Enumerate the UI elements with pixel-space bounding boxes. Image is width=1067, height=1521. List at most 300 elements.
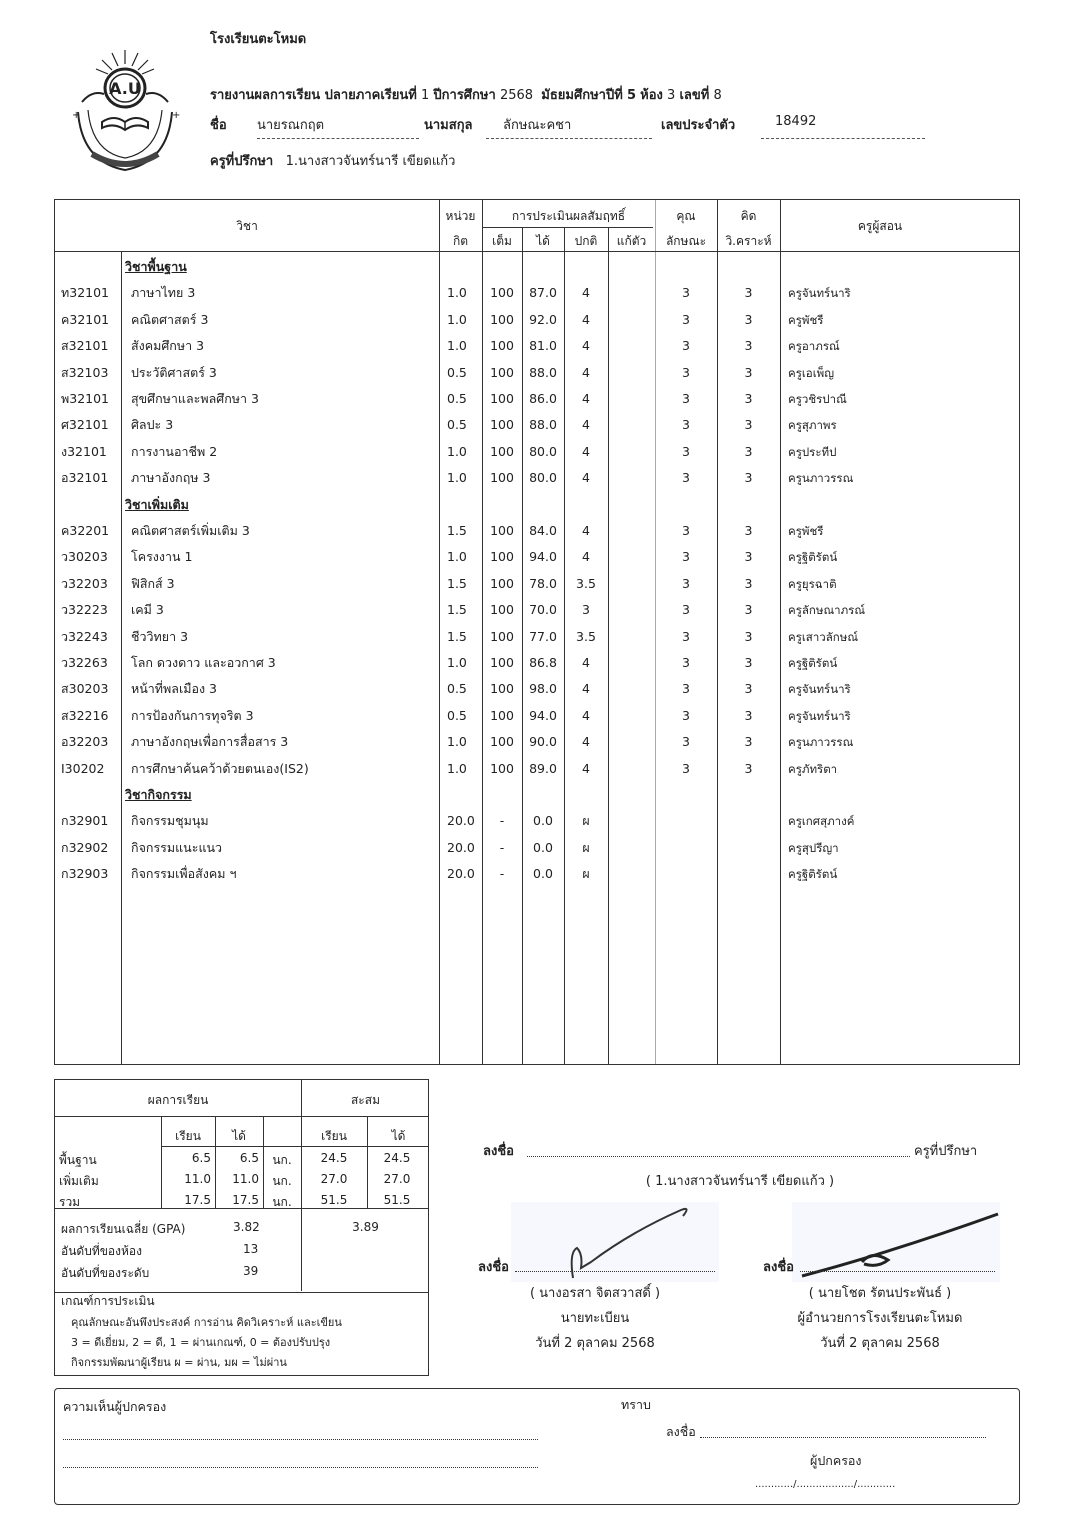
- header-got: ได้: [536, 234, 550, 248]
- cell-char: [655, 835, 717, 861]
- header-subject: วิชา: [236, 219, 258, 233]
- parent-opinion-label: ความเห็นผู้ปกครอง: [63, 1399, 167, 1414]
- summary-unit: นก.: [272, 1195, 292, 1209]
- cell-teacher: ครูประทีป: [788, 444, 837, 459]
- summary-acc_got: 27.0: [383, 1172, 411, 1186]
- cell-credit: 1.0: [447, 655, 467, 670]
- cell-credit: 20.0: [447, 839, 475, 855]
- cell-name: ภาษาอังกฤษ 3: [131, 470, 211, 486]
- advisor-sign-name: ( 1.นางสาวจันทร์นารี เขียดแก้ว ): [645, 1174, 835, 1189]
- summary-got: 6.5: [239, 1151, 259, 1165]
- cell-name: คณิตศาสตร์ 3: [131, 311, 209, 327]
- advisor-role: ครูที่ปรึกษา: [914, 1144, 978, 1159]
- director-date: วันที่ 2 ตุลาคม 2568: [820, 1336, 940, 1351]
- parent-opinion-line-2[interactable]: [63, 1467, 538, 1468]
- cell-code: ค32101: [61, 311, 110, 327]
- cell-code: ค32201: [61, 523, 110, 538]
- cell-name: โครงงาน 1: [131, 549, 193, 565]
- cell-name: ประวัติศาสตร์ 3: [131, 364, 217, 380]
- cell-name: กิจกรรมเพื่อสังคม ฯ: [131, 866, 237, 882]
- school-name: โรงเรียนตะโหมด: [210, 32, 307, 47]
- cell-char: 3: [682, 681, 690, 697]
- table-row: [55, 518, 1021, 544]
- cell-name: หน้าที่พลเมือง 3: [131, 681, 217, 697]
- cell-char: 3: [682, 391, 690, 406]
- director-sign-label: ลงชื่อ: [763, 1260, 794, 1275]
- cell-teacher: ครูภัทริตา: [788, 761, 838, 776]
- header-char-bottom: ลักษณะ: [665, 234, 707, 248]
- table-row: [55, 465, 1021, 491]
- cell-think: 3: [744, 311, 753, 327]
- cell-remedial: [608, 333, 655, 359]
- cell-credit: 1.0: [447, 470, 467, 486]
- cell-got: 86.0: [529, 391, 557, 406]
- cell-full: 100: [490, 285, 514, 301]
- cell-full: 100: [490, 655, 514, 670]
- cell-full: 100: [490, 602, 514, 618]
- criteria-title: เกณฑ์การประเมิน: [61, 1294, 155, 1308]
- cell-got: 80.0: [529, 443, 557, 459]
- cell-name: การศึกษาค้นคว้าด้วยตนเอง(IS2): [131, 760, 309, 776]
- cell-got: 98.0: [529, 681, 557, 697]
- svg-text:+: +: [172, 110, 181, 121]
- cell-remedial: [608, 412, 655, 438]
- cell-got: 90.0: [529, 734, 557, 750]
- cell-normal: 3.5: [576, 575, 596, 591]
- cell-code: ก32902: [61, 839, 109, 855]
- summary-got: 11.0: [232, 1172, 259, 1186]
- cell-normal: 4: [582, 285, 590, 301]
- cell-think: [717, 835, 780, 861]
- parent-date-line[interactable]: ............/................../............: [755, 1479, 896, 1490]
- svg-text:A.U: A.U: [109, 79, 141, 98]
- cell-remedial: [608, 360, 655, 386]
- cell-normal: 4: [582, 391, 590, 406]
- summary-label: รวม: [59, 1195, 81, 1209]
- cell-full: 100: [490, 707, 514, 723]
- cell-credit: 1.0: [447, 760, 467, 776]
- criteria-line-2: 3 = ดีเยี่ยม, 2 = ดี, 1 = ผ่านเกณฑ์, 0 = ต้องปรับปรุง: [71, 1336, 331, 1349]
- table-row: [55, 280, 1021, 306]
- cell-code: ส32101: [61, 338, 109, 354]
- cell-credit: 1.5: [447, 628, 467, 644]
- group-header-row: [55, 492, 1021, 518]
- parent-sign-label: ลงชื่อ: [666, 1424, 696, 1439]
- cell-char: 3: [682, 443, 690, 459]
- summary-acc-study-label: เรียน: [321, 1129, 347, 1143]
- summary-results-label: ผลการเรียน: [147, 1093, 209, 1107]
- cell-full: 100: [490, 628, 514, 644]
- cell-code: ว32263: [61, 655, 108, 670]
- registrar-date: วันที่ 2 ตุลาคม 2568: [535, 1336, 655, 1351]
- table-row: [55, 808, 1021, 834]
- table-row: [55, 756, 1021, 782]
- director-name: ( นายโชต รัตนประพันธ์ ): [808, 1286, 952, 1301]
- name-label: ชื่อ: [210, 118, 227, 133]
- cell-got: 0.0: [533, 839, 553, 855]
- gpa-label: ผลการเรียนเฉลี่ย (GPA): [61, 1222, 186, 1236]
- cell-remedial: [608, 465, 655, 491]
- table-row: [55, 333, 1021, 359]
- cell-name: กิจกรรมชุมนุม: [131, 813, 209, 829]
- cell-think: 3: [744, 549, 753, 565]
- header-assessment: การประเมินผลสัมฤทธิ์: [511, 209, 626, 223]
- student-id-underline: [761, 138, 925, 139]
- cell-teacher: ครูยุรฉาติ: [788, 576, 837, 591]
- cell-normal: 3.5: [576, 628, 596, 644]
- cell-got: 80.0: [529, 470, 557, 486]
- cell-char: 3: [682, 338, 690, 354]
- cell-full: 100: [490, 338, 514, 354]
- director-signature-image: [792, 1202, 1000, 1282]
- student-surname: ลักษณะคชา: [503, 118, 572, 133]
- summary-accum-label: สะสม: [350, 1093, 380, 1107]
- semester: 1: [420, 88, 430, 103]
- registrar-name: ( นางอรสา จิตสวาสดิ์ ): [529, 1286, 661, 1301]
- school-emblem-icon: [62, 42, 188, 180]
- surname-underline: [486, 138, 652, 139]
- cell-code: ก32903: [61, 866, 109, 882]
- cell-got: 70.0: [529, 602, 557, 618]
- cell-think: 3: [744, 285, 753, 301]
- cell-remedial: [608, 386, 655, 412]
- cell-full: 100: [490, 470, 514, 486]
- svg-text:+: +: [72, 110, 81, 121]
- cell-teacher: ครูฐิติรัตน์: [788, 656, 838, 670]
- cell-got: 0.0: [533, 813, 553, 829]
- cell-code: ท32101: [61, 285, 110, 301]
- cell-normal: 4: [582, 443, 590, 459]
- header-remedial: แก้ตัว: [616, 234, 647, 248]
- header-normal: ปกติ: [574, 234, 598, 248]
- cell-code: อ32203: [61, 734, 109, 750]
- grade: 5: [626, 88, 636, 103]
- cell-credit: 20.0: [447, 813, 475, 829]
- cell-normal: 3: [582, 602, 590, 618]
- cell-char: 3: [682, 470, 690, 486]
- cell-think: 3: [744, 734, 753, 750]
- cell-code: ส30203: [61, 681, 109, 697]
- summary-acc_study: 27.0: [320, 1172, 348, 1186]
- cell-normal: 4: [582, 707, 590, 723]
- cell-remedial: [608, 835, 655, 861]
- cell-remedial: [608, 518, 655, 544]
- cell-code: I30202: [61, 760, 105, 776]
- cell-teacher: ครูจันทร์นาริ: [788, 286, 851, 301]
- cell-remedial: [608, 650, 655, 676]
- cell-think: 3: [744, 760, 753, 776]
- group-header-row: [55, 254, 1021, 280]
- summary-got-label: ได้: [232, 1129, 246, 1143]
- cell-got: 86.8: [529, 655, 557, 670]
- cell-teacher: ครูฐิติรัตน์: [788, 550, 838, 565]
- summary-got: 17.5: [232, 1193, 259, 1207]
- cell-think: 3: [744, 655, 753, 670]
- cell-got: 77.0: [529, 628, 557, 644]
- cell-name: สุขศึกษาและพลศึกษา 3: [131, 391, 259, 406]
- cell-credit: 0.5: [447, 417, 467, 433]
- cell-teacher: ครูสุภาพร: [788, 418, 837, 433]
- cell-got: 92.0: [529, 311, 557, 327]
- table-row: [55, 544, 1021, 570]
- registrar-role: นายทะเบียน: [560, 1311, 630, 1326]
- cell-credit: 1.5: [447, 523, 467, 538]
- cell-full: 100: [490, 391, 514, 406]
- table-row: [55, 360, 1021, 386]
- cell-name: คณิตศาสตร์เพิ่มเติม 3: [131, 523, 250, 538]
- cell-think: 3: [744, 470, 753, 486]
- summary-label: เพิ่มเติม: [59, 1174, 99, 1188]
- cell-credit: 1.0: [447, 734, 467, 750]
- advisor-line: [210, 150, 455, 171]
- cell-full: 100: [490, 575, 514, 591]
- student-id: 18492: [775, 114, 817, 129]
- cell-think: 3: [744, 575, 753, 591]
- cell-char: 3: [682, 602, 690, 618]
- cell-normal: 4: [582, 760, 590, 776]
- cell-credit: 0.5: [447, 391, 467, 406]
- cell-remedial: [608, 571, 655, 597]
- cell-name: ภาษาอังกฤษเพื่อการสื่อสาร 3: [131, 734, 289, 750]
- cell-normal: 4: [582, 338, 590, 354]
- grade-label: มัธยมศึกษาปีที่: [541, 88, 623, 103]
- cell-char: 3: [682, 364, 690, 380]
- cell-remedial: [608, 597, 655, 623]
- summary-study: 17.5: [184, 1193, 211, 1207]
- header-full: เต็ม: [492, 234, 512, 248]
- summary-acc_study: 24.5: [320, 1151, 348, 1165]
- cell-name: ฟิสิกส์ 3: [131, 575, 175, 591]
- cell-remedial: [608, 307, 655, 333]
- cell-code: ง32101: [61, 443, 107, 459]
- summary-study-label: เรียน: [175, 1129, 201, 1143]
- cell-normal: 4: [582, 549, 590, 565]
- cell-code: พ32101: [61, 391, 110, 406]
- cell-char: 3: [682, 628, 690, 644]
- cell-code: ส32103: [61, 364, 109, 380]
- student-id-label: เลขประจำตัว: [661, 118, 736, 133]
- cell-credit: 0.5: [447, 364, 467, 380]
- parent-sign-line[interactable]: [700, 1437, 986, 1438]
- registrar-signature-image: [511, 1202, 719, 1282]
- cell-think: 3: [744, 338, 753, 354]
- cell-code: ก32901: [61, 813, 109, 829]
- parent-ack-label: ทราบ: [621, 1397, 651, 1412]
- cell-remedial: [608, 729, 655, 755]
- summary-acc_got: 51.5: [383, 1193, 411, 1207]
- cell-char: 3: [682, 549, 690, 565]
- table-row: [55, 439, 1021, 465]
- report-title-line: [210, 84, 722, 105]
- cell-think: 3: [744, 417, 753, 433]
- cell-code: ว32243: [61, 628, 108, 644]
- cell-full: 100: [490, 549, 514, 565]
- cell-full: 100: [490, 417, 514, 433]
- cell-char: 3: [682, 707, 690, 723]
- header-teacher: ครูผู้สอน: [857, 219, 903, 233]
- cell-full: 100: [490, 681, 514, 697]
- cell-normal: ผ: [582, 839, 590, 855]
- cell-full: 100: [490, 311, 514, 327]
- header-credit-top: หน่วย: [445, 209, 476, 223]
- criteria-line-3: กิจกรรมพัฒนาผู้เรียน ผ = ผ่าน, มผ = ไม่ผ่าน: [71, 1356, 287, 1369]
- level-rank-value: 39: [243, 1264, 259, 1278]
- cell-think: 3: [744, 391, 753, 406]
- cell-teacher: ครูพัชรี: [788, 524, 824, 538]
- cell-think: 3: [744, 443, 753, 459]
- cell-name: สังคมศึกษา 3: [131, 338, 205, 354]
- cell-normal: 4: [582, 523, 590, 538]
- cell-teacher: ครูพัชรี: [788, 312, 824, 327]
- cell-name: การป้องกันการทุจริต 3: [131, 707, 254, 723]
- cell-code: ว32223: [61, 602, 108, 618]
- room-label: ห้อง: [640, 88, 663, 103]
- summary-acc-got-label: ได้: [391, 1129, 406, 1143]
- report-title: รายงานผลการเรียน ปลายภาคเรียนที่: [210, 88, 417, 103]
- group-title: วิชาเพิ่มเติม: [125, 496, 189, 512]
- cell-code: ว32203: [61, 575, 108, 591]
- advisor-label: ครูที่ปรึกษา: [210, 154, 274, 169]
- table-row: [55, 861, 1021, 887]
- cell-char: [655, 861, 717, 887]
- table-row: [55, 650, 1021, 676]
- class-rank-label: อันดับที่ของห้อง: [61, 1244, 142, 1258]
- summary-unit: นก.: [272, 1153, 292, 1167]
- cell-full: 100: [490, 760, 514, 776]
- surname-label: นามสกุล: [424, 118, 473, 133]
- cell-teacher: ครูเอเพ็ญ: [788, 365, 835, 380]
- cell-char: [655, 808, 717, 834]
- cell-teacher: ครูวชิรปาณี: [788, 392, 847, 406]
- cell-teacher: ครูเกศสุภางค์: [788, 814, 855, 829]
- cell-name: เคมี 3: [131, 602, 164, 618]
- cell-credit: 1.0: [447, 549, 467, 565]
- cell-full: 100: [490, 364, 514, 380]
- cell-credit: 1.5: [447, 575, 467, 591]
- cell-name: โลก ดวงดาว และอวกาศ 3: [131, 655, 276, 670]
- cell-normal: 4: [582, 681, 590, 697]
- cell-char: 3: [682, 417, 690, 433]
- table-row: [55, 386, 1021, 412]
- parent-opinion-line-1[interactable]: [63, 1439, 538, 1440]
- cell-think: 3: [744, 364, 753, 380]
- registrar-sign-line: [515, 1271, 715, 1272]
- acc-gpa-value: 3.89: [352, 1220, 379, 1234]
- cell-got: 88.0: [529, 417, 557, 433]
- director-role: ผู้อำนวยการโรงเรียนตะโหมด: [797, 1311, 963, 1326]
- cell-teacher: ครูจันทร์นาริ: [788, 682, 851, 697]
- cell-got: 89.0: [529, 760, 557, 776]
- table-row: [55, 571, 1021, 597]
- cell-normal: 4: [582, 655, 590, 670]
- cell-got: 84.0: [529, 523, 557, 538]
- year: 2568: [499, 88, 534, 103]
- header-char-top: คุณ: [676, 209, 696, 223]
- cell-think: 3: [744, 628, 753, 644]
- cell-name: กิจกรรมแนะแนว: [131, 839, 223, 855]
- director-sign-line: [800, 1271, 995, 1272]
- summary-table: [54, 1079, 429, 1376]
- cell-char: 3: [682, 734, 690, 750]
- cell-think: 3: [744, 523, 753, 538]
- cell-normal: 4: [582, 470, 590, 486]
- cell-normal: 4: [582, 364, 590, 380]
- group-title: วิชากิจกรรม: [125, 787, 192, 802]
- table-row: [55, 597, 1021, 623]
- cell-remedial: [608, 544, 655, 570]
- cell-full: 100: [490, 523, 514, 538]
- cell-full: 100: [490, 443, 514, 459]
- summary-acc_got: 24.5: [383, 1151, 411, 1165]
- cell-credit: 1.0: [447, 443, 467, 459]
- cell-got: 81.0: [529, 338, 557, 354]
- cell-teacher: ครูนภาวรรณ: [788, 471, 854, 486]
- parent-opinion-box: [54, 1388, 1020, 1505]
- cell-name: การงานอาชีพ 2: [131, 443, 218, 459]
- cell-got: 78.0: [529, 575, 557, 591]
- table-row: [55, 703, 1021, 729]
- cell-normal: 4: [582, 734, 590, 750]
- cell-think: 3: [744, 707, 753, 723]
- summary-study: 11.0: [184, 1172, 211, 1186]
- cell-credit: 0.5: [447, 707, 467, 723]
- group-title: วิชาพื้นฐาน: [125, 259, 187, 274]
- cell-credit: 1.0: [447, 311, 467, 327]
- cell-full: -: [499, 839, 505, 855]
- class-rank-value: 13: [243, 1242, 259, 1256]
- cell-code: ส32216: [61, 707, 109, 723]
- cell-remedial: [608, 439, 655, 465]
- cell-got: 88.0: [529, 364, 557, 380]
- cell-teacher: ครูสุปรีญา: [788, 840, 839, 855]
- cell-think: 3: [744, 602, 753, 618]
- cell-credit: 1.0: [447, 338, 467, 354]
- cell-credit: 20.0: [447, 866, 475, 882]
- cell-credit: 0.5: [447, 681, 467, 697]
- number: 8: [713, 88, 722, 103]
- cell-remedial: [608, 756, 655, 782]
- cell-char: 3: [682, 575, 690, 591]
- cell-normal: 4: [582, 311, 590, 327]
- cell-think: [717, 861, 780, 887]
- advisor-name: 1.นางสาวจันทร์นารี เขียดแก้ว: [285, 154, 456, 169]
- cell-teacher: ครูจันทร์นาริ: [788, 708, 851, 723]
- cell-char: 3: [682, 655, 690, 670]
- cell-full: -: [499, 866, 505, 882]
- name-underline: [257, 138, 419, 139]
- cell-normal: 4: [582, 417, 590, 433]
- criteria-line-1: คุณลักษณะอันพึงประสงค์ การอ่าน คิดวิเคราะห์ และเขียน: [71, 1316, 342, 1329]
- summary-acc_study: 51.5: [320, 1193, 348, 1207]
- cell-got: 0.0: [533, 866, 553, 882]
- summary-study: 6.5: [191, 1151, 211, 1165]
- cell-code: ว30203: [61, 549, 108, 565]
- year-label: ปีการศึกษา: [433, 88, 496, 103]
- cell-think: 3: [744, 681, 753, 697]
- level-rank-label: อันดับที่ของระดับ: [61, 1266, 150, 1280]
- header-credit-bottom: กิต: [452, 234, 469, 248]
- cell-teacher: ครูนภาวรรณ: [788, 735, 854, 750]
- summary-label: พื้นฐาน: [59, 1153, 97, 1167]
- advisor-sign-line: [527, 1156, 910, 1157]
- parent-role: ผู้ปกครอง: [810, 1453, 862, 1468]
- cell-credit: 1.5: [447, 602, 467, 618]
- cell-remedial: [608, 861, 655, 887]
- cell-remedial: [608, 280, 655, 306]
- cell-code: ศ32101: [61, 417, 109, 433]
- advisor-sign-label: ลงชื่อ: [483, 1144, 514, 1159]
- header-think-top: คิด: [740, 209, 757, 223]
